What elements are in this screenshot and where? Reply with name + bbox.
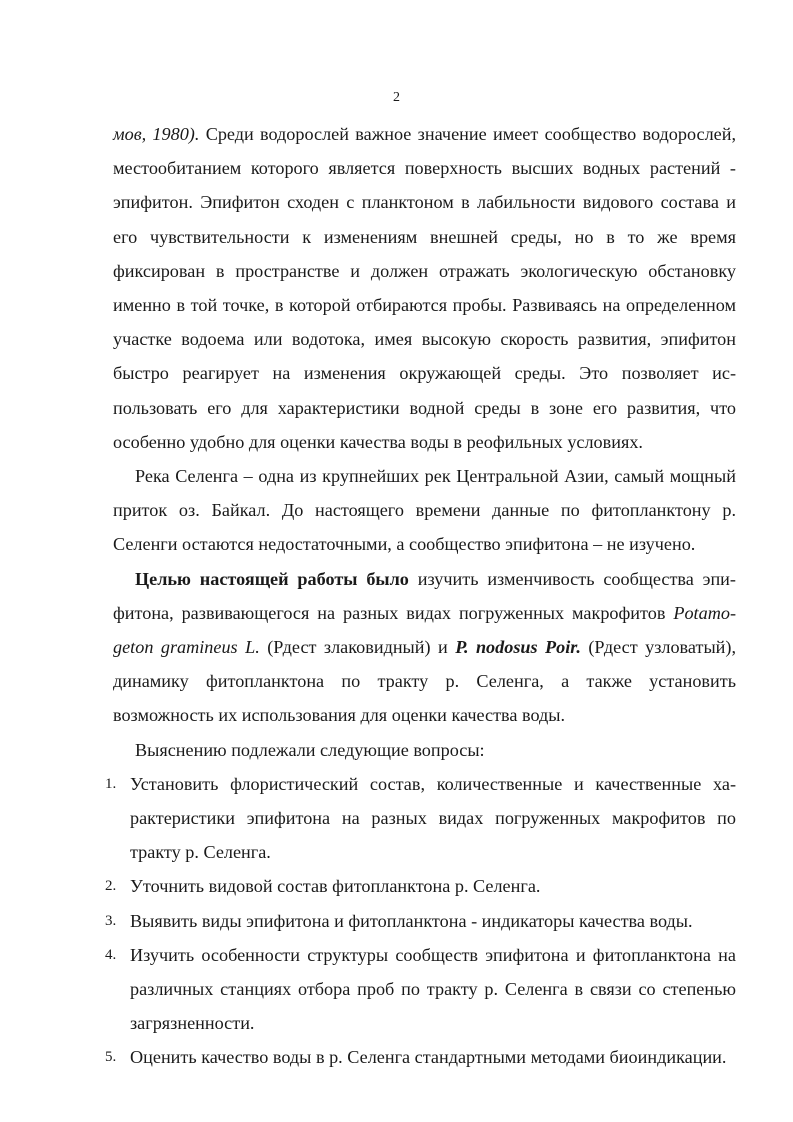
paragraph-intro [113,117,736,459]
list-item-number: 1. [105,775,117,792]
list-item-text: Выявить виды эпифитона и фитопланктона - индикаторы качества воды. [130,910,693,931]
list-item-text: Установить флористический состав, количественные и качественные характеристики эпифитона на разных видах погруженных макрофитов по тракту р. Селенга. [130,773,736,863]
body-text [105,117,737,1075]
list-item-text: Изучить особенности структуры сообществ эпифитона и фитопланктона на различных станциях отбора проб по тракту р. Селенга в связи со степенью загрязненности. [130,944,736,1034]
goal-text-2: (Рдест злаковидный) и [259,637,456,658]
list-item-number: 4. [105,946,117,963]
species-name-2: P. nodosus Poir. [455,637,581,658]
list-item-text: Уточнить видовой состав фитопланктона р. Селенга. [130,876,541,897]
questions-intro: Выяснению подлежали следующие вопросы: [135,739,485,760]
species-name-1: Potamogeton gramineus L. [113,602,736,658]
list-item [105,904,736,938]
paragraph-intro-text: Среди водорослей важное значение имеет сообщество водорослей, местообитанием которого является поверхность высших водных растений - эпифитон. Эпифитон сходен с планктоном в лабильности видового состава и его чувствительности к изменениям внешней среды, но в то же время фиксирован в пространстве и должен отражать экологическую обстановку именно в той точке, в которой отбираются пробы. Развиваясь на определенном участке водоема или водотока, имея высокую скорость развития, эпифитон быстро реагирует на изменения окружающей среды. Это позволяет использовать его для характеристики водной среды в зоне его развития, что особенно удобно для оценки качества воды в реофильных условиях. [113,124,736,452]
list-item-number: 2. [105,878,117,895]
list-item [105,938,736,1041]
list-item-text: Оценить качество воды в р. Селенга стандартными методами биоиндикации. [130,1047,727,1068]
list-item [105,767,736,870]
list-item-number: 3. [105,912,117,929]
list-item [105,1040,736,1074]
goal-text-3: (Рдест узловатый), динамику фитопланктона по тракту р. Селенга, а также установить возможность их использования для оценки качества воды. [113,637,737,726]
questions-list [105,767,736,1075]
list-item-number: 5. [105,1049,117,1066]
paragraph-selenga: Река Селенга – одна из крупнейших рек Центральной Азии, самый мощный приток оз. Байкал. До настоящего времени данные по фитопланктону р. Селенги остаются недостаточными, а сообщество эпифитона – не изучено. [113,466,736,555]
list-item [105,869,736,903]
goal-text-1: изучить изменчивость сообщества эпифитона, развивающегося на разных видах погруженных макрофитов [113,568,736,623]
goal-lead: Целью настоящей работы было [135,568,409,589]
citation: мов, 1980). [113,124,200,144]
page-number: 2 [393,90,400,105]
paragraph-goal [113,562,736,733]
